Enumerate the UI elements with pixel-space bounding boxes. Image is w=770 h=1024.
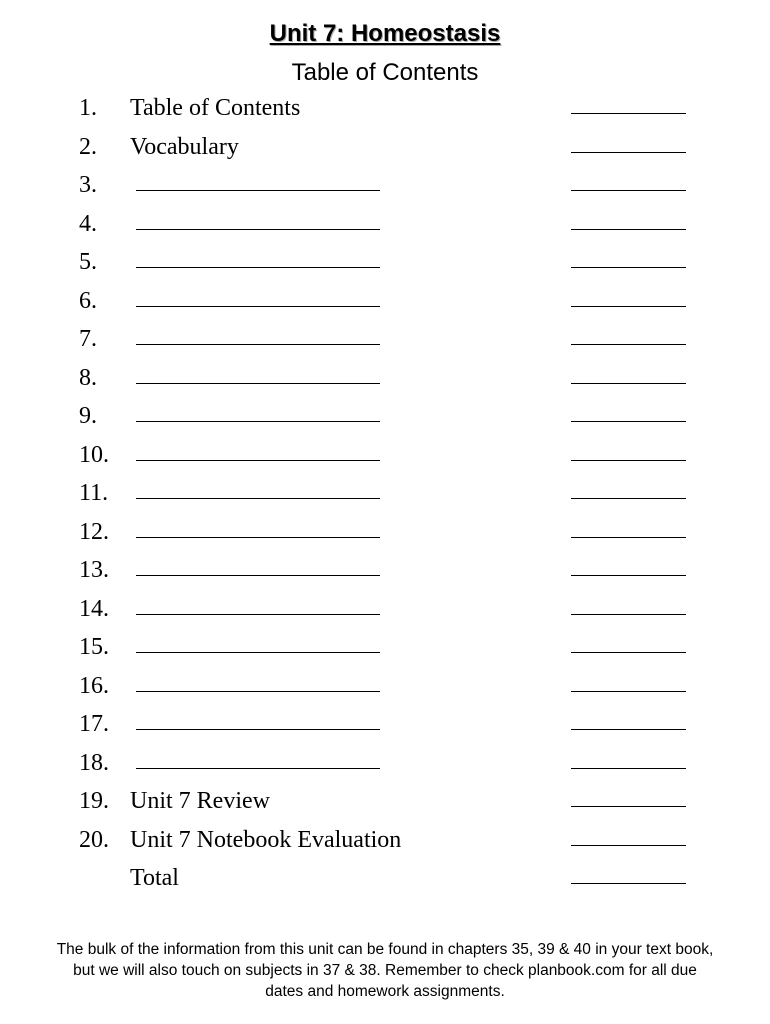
toc-row	[0, 711, 770, 749]
page-title: Unit 7: Homeostasis	[269, 20, 501, 47]
title-blank-line[interactable]	[136, 383, 380, 384]
toc-number: 19.	[79, 788, 109, 814]
page-number-blank-line[interactable]	[571, 575, 686, 576]
toc-row	[0, 865, 770, 903]
toc-row	[0, 249, 770, 287]
title-blank-line[interactable]	[136, 229, 380, 230]
toc-number: 4.	[79, 210, 97, 237]
title-blank-line[interactable]	[136, 614, 380, 615]
page-number-blank-line[interactable]	[571, 883, 686, 884]
page-number-blank-line[interactable]	[571, 306, 686, 307]
title-blank-line[interactable]	[136, 575, 380, 576]
page-number-blank-line[interactable]	[571, 498, 686, 499]
toc-row	[0, 788, 770, 826]
page-number-blank-line[interactable]	[571, 421, 686, 422]
toc-row	[0, 172, 770, 210]
toc-row	[0, 326, 770, 364]
title-blank-line[interactable]	[136, 729, 380, 730]
toc-number: 14.	[79, 595, 109, 622]
page-number-blank-line[interactable]	[571, 113, 686, 114]
toc-number: 6.	[79, 287, 97, 314]
toc-number: 18.	[79, 749, 109, 776]
toc-number: 5.	[79, 249, 97, 275]
toc-number: 9.	[79, 403, 97, 429]
title-blank-line[interactable]	[136, 190, 380, 191]
page-number-blank-line[interactable]	[571, 383, 686, 384]
toc-label: Unit 7 Notebook Evaluation	[130, 826, 402, 853]
footer-note: The bulk of the information from this unit can be found in chapters 35, 39 & 40 in your text book, but we will also touch on subjects in 37 & 38. Remember to check planbook.com for all due dates and homework assignments.	[56, 941, 714, 1000]
toc-row	[0, 519, 770, 557]
page-number-blank-line[interactable]	[571, 806, 686, 807]
page-number-blank-line[interactable]	[571, 652, 686, 653]
toc-label: Table of Contents	[130, 95, 301, 121]
toc-label: Total	[130, 865, 179, 891]
page-number-blank-line[interactable]	[571, 768, 686, 769]
title-blank-line[interactable]	[136, 498, 380, 499]
toc-number: 1.	[79, 95, 97, 121]
title-blank-line[interactable]	[136, 267, 380, 268]
toc-row	[0, 634, 770, 672]
page-subtitle: Table of Contents	[291, 59, 479, 86]
toc-row	[0, 442, 770, 480]
toc-row	[0, 288, 770, 326]
toc-row	[0, 365, 770, 403]
toc-number: 7.	[79, 326, 97, 352]
toc-row	[0, 211, 770, 249]
toc-row	[0, 480, 770, 518]
toc-number: 8.	[79, 364, 97, 391]
page-number-blank-line[interactable]	[571, 344, 686, 345]
page-number-blank-line[interactable]	[571, 229, 686, 230]
toc-number: 17.	[79, 711, 109, 737]
toc-row	[0, 596, 770, 634]
page-number-blank-line[interactable]	[571, 691, 686, 692]
toc-row	[0, 134, 770, 172]
page-number-blank-line[interactable]	[571, 537, 686, 538]
page-number-blank-line[interactable]	[571, 460, 686, 461]
toc-row	[0, 827, 770, 865]
toc-number: 20.	[79, 826, 109, 853]
toc-label: Unit 7 Review	[130, 788, 270, 814]
toc-number: 3.	[79, 172, 97, 198]
title-blank-line[interactable]	[136, 537, 380, 538]
title-blank-line[interactable]	[136, 691, 380, 692]
toc-row	[0, 750, 770, 788]
title-blank-line[interactable]	[136, 460, 380, 461]
toc-number: 12.	[79, 518, 109, 545]
toc-label: Vocabulary	[130, 133, 239, 160]
toc-number: 2.	[79, 133, 97, 160]
title-blank-line[interactable]	[136, 344, 380, 345]
toc-number: 16.	[79, 672, 109, 699]
toc-row	[0, 95, 770, 133]
toc-number: 15.	[79, 634, 109, 660]
page-number-blank-line[interactable]	[571, 729, 686, 730]
toc-row	[0, 673, 770, 711]
page-number-blank-line[interactable]	[571, 152, 686, 153]
page-number-blank-line[interactable]	[571, 845, 686, 846]
title-blank-line[interactable]	[136, 768, 380, 769]
page-number-blank-line[interactable]	[571, 267, 686, 268]
toc-number: 10.	[79, 441, 109, 468]
title-blank-line[interactable]	[136, 421, 380, 422]
title-blank-line[interactable]	[136, 306, 380, 307]
toc-number: 11.	[79, 480, 109, 506]
page-number-blank-line[interactable]	[571, 190, 686, 191]
page-number-blank-line[interactable]	[571, 614, 686, 615]
toc-number: 13.	[79, 557, 109, 583]
title-blank-line[interactable]	[136, 652, 380, 653]
toc-row	[0, 557, 770, 595]
toc-row	[0, 403, 770, 441]
